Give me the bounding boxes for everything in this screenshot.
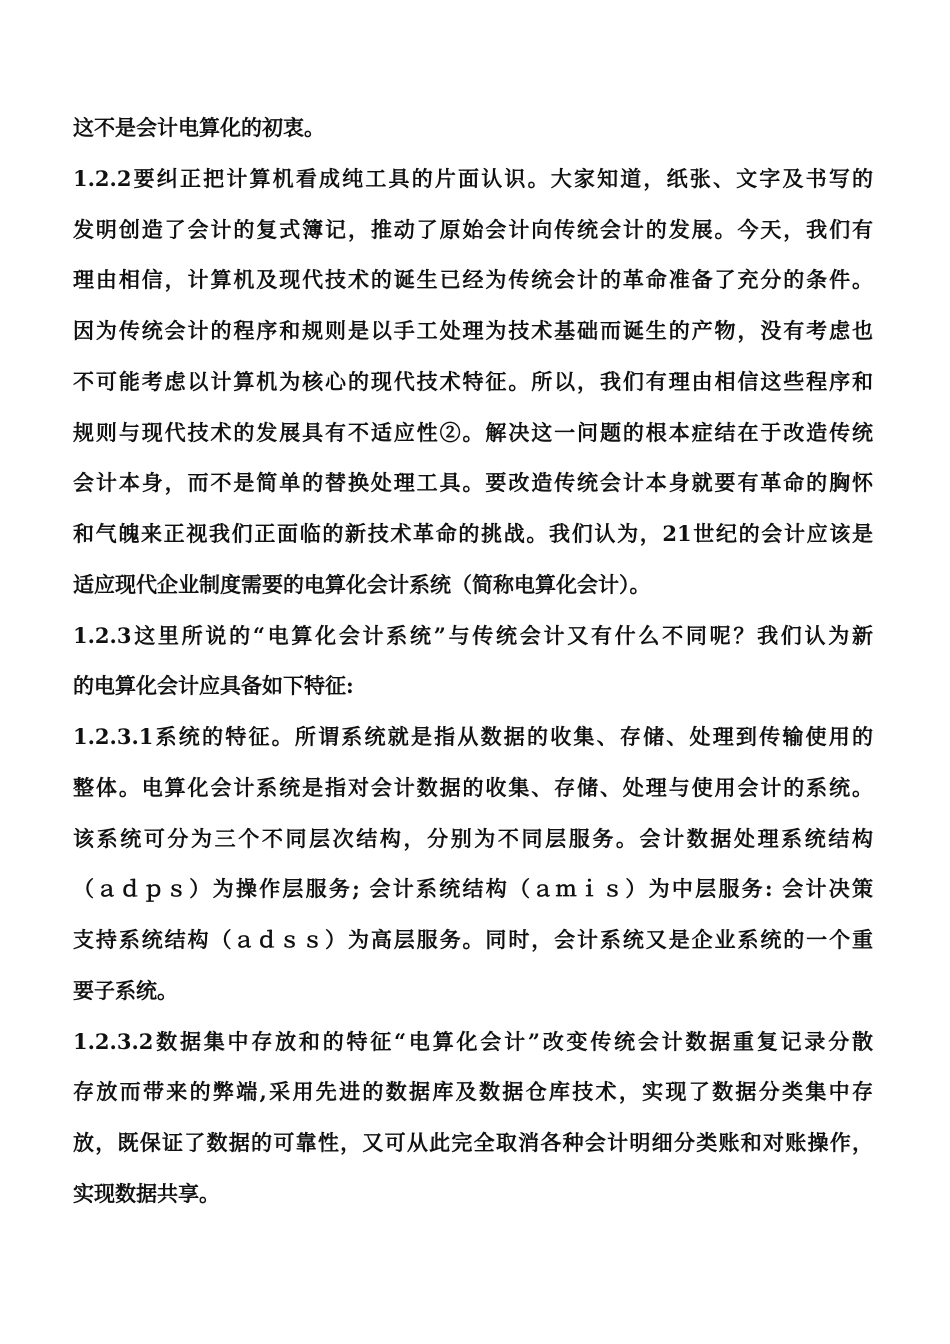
- text-line: 1.2.3.2数据集中存放和的特征“电算化会计”改变传统会计数据重复记录分散: [73, 1028, 873, 1054]
- body-text: [73, 103, 873, 1220]
- text-line: 实现数据共享。: [73, 1180, 220, 1206]
- text-line: 的电算化会计应具备如下特征:: [73, 673, 354, 699]
- text-line: 支持系统结构（ａｄｓｓ）为高层服务。同时，会计系统又是企业系统的一个重: [73, 927, 873, 952]
- text-line: 要子系统。: [73, 977, 178, 1003]
- text-line: 理由相信，计算机及现代技术的诞生已经为传统会计的革命准备了充分的条件。: [73, 267, 873, 293]
- text-line: （ａｄｐｓ）为操作层服务; 会计系统结构（ａｍｉｓ）为中层服务: 会计决策: [73, 876, 873, 902]
- text-line: 发明创造了会计的复式簿记，推动了原始会计向传统会计的发展。今天，我们有: [73, 216, 873, 242]
- text-line: 存放而带来的弊端,采用先进的数据库及数据仓库技术，实现了数据分类集中存: [73, 1079, 873, 1105]
- text-line: 规则与现代技术的发展具有不适应性②。解决这一问题的根本症结在于改造传统: [73, 419, 873, 445]
- text-line: 1.2.3这里所说的“电算化会计系统”与传统会计又有什么不同呢？我们认为新: [73, 622, 873, 648]
- text-line: 会计本身，而不是简单的替换处理工具。要改造传统会计本身就要有革命的胸怀: [73, 470, 873, 496]
- text-line: 该系统可分为三个不同层次结构，分别为不同层服务。会计数据处理系统结构: [73, 825, 873, 851]
- text-line: 1.2.2要纠正把计算机看成纯工具的片面认识。大家知道，纸张、文字及书写的: [73, 165, 873, 191]
- text-line: 这不是会计电算化的初衷。: [73, 115, 325, 140]
- text-line: 因为传统会计的程序和规则是以手工处理为技术基础而诞生的产物，没有考虑也: [73, 318, 873, 343]
- text-line: 整体。电算化会计系统是指对会计数据的收集、存储、处理与使用会计的系统。: [73, 774, 873, 800]
- text-line: 1.2.3.1系统的特征。所谓系统就是指从数据的收集、存储、处理到传输使用的: [73, 724, 873, 749]
- text-line: 不可能考虑以计算机为核心的现代技术特征。所以，我们有理由相信这些程序和: [73, 368, 873, 394]
- text-line: 放，既保证了数据的可靠性，又可从此完全取消各种会计明细分类账和对账操作，: [73, 1130, 873, 1155]
- text-line: 适应现代企业制度需要的电算化会计系统（简称电算化会计）。: [73, 571, 651, 597]
- text-line: 和气魄来正视我们正面临的新技术革命的挑战。我们认为，21世纪的会计应该是: [73, 521, 873, 546]
